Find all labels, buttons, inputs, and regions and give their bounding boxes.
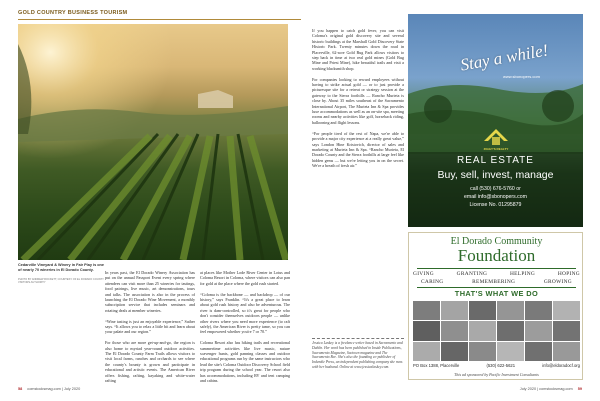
paragraph: at places like Mother Lode River Center in Lotus and Coloma Resort in Coloma, where visitors can also pan for gold at the place where the gold rush started. xyxy=(200,270,290,286)
photo-caption: Cedarville Vineyard & Winery in Fair Play is one of nearly 70 wineries in El Dorado County. xyxy=(18,263,104,272)
paragraph: “Coloma is the backbone — and backdrop — of our history,” says Franklin. “It's a great place to learn about gold rush history and also be adventurous. The river is dam-controlled, so it's great for people who don't consider themselves outdoors people — unlike other rivers where you need more experience (to raft safely), the American River is pretty tame, so you can feel empowered whether you're 7 or 70.” xyxy=(200,291,290,335)
foundation-address: PO Box 1388, Placerville xyxy=(413,363,460,368)
paragraph: “For people tired of the rest of Napa, we're able to provide a major city experience at a really great value,” says London Hine Kristovich, director of sales and marketing at Murieta Inn & Spa. “Rancho Murieta, El Dorado County and the Sierra foothills at large feel like hidden gems — but we're letting you in on the secret. We're a breath of fresh air.” xyxy=(312,130,404,169)
photo-tile xyxy=(525,342,552,361)
realty-logo-icon xyxy=(466,127,526,147)
foundation-word: HOPING xyxy=(557,271,580,277)
foundation-name-line1: El Dorado Community xyxy=(450,236,543,247)
foundation-name-line2: Foundation xyxy=(457,246,536,265)
ad-tagline: Stay a while! xyxy=(458,40,550,75)
foundation-headline: THAT'S WHAT WE DO xyxy=(454,289,539,298)
footer-left xyxy=(18,387,80,391)
photo-tile xyxy=(413,342,440,361)
photo-tile xyxy=(413,301,440,320)
photo-tile xyxy=(469,321,496,340)
footer-right-text: July 2020 | comstocksmag.com xyxy=(519,387,573,391)
photo-tile xyxy=(553,301,580,320)
photo-tile xyxy=(497,342,524,361)
bio-divider xyxy=(312,338,404,339)
photo-tile xyxy=(441,342,468,361)
foundation-word: CARING xyxy=(421,279,444,285)
vineyard-illustration xyxy=(18,24,288,260)
paragraph: For companies looking to reward employees without having to strike actual gold — or to just provide a picturesque site for a retreat or strategy session at the gateway to the Sierra foothills — Rancho Murieta is close by. About 35 miles southeast of the Sacramento International Airport, The Murieta Inn & Spa provides luxe accommodations as well as an on-site spa, meeting rooms and nearby activities like golf, horseback riding, ballooning and flight lessons. xyxy=(312,76,404,125)
foundation-photo-grid xyxy=(413,301,580,361)
paragraph: If you happen to catch gold fever, you can visit Coloma's original gold discovery site and several historic buildings at the Marshall Gold Discovery State Historic Park. Twenty minutes down the road in Placerville, 62-acre Gold Bug Park allows visitors to step back in time at two real gold mines (Gold Bug Mine and Priest Mine), hike beautiful trails and visit a working blacksmith shop. xyxy=(312,28,404,71)
real-estate-ad[interactable] xyxy=(408,14,583,227)
paragraph: “Wine tasting is just an enjoyable experience,” Sather says. “It allows you to relax a little bit and learn about your palate and our region.” xyxy=(105,318,195,335)
photo-credit: PHOTO BY ANDREW ROCKETT, COURTESY OF EL DORADO COUNTY VISITORS AUTHORITY xyxy=(18,278,104,284)
foundation-sponsor-line: This ad sponsored by Pacific Investment Consultants xyxy=(454,372,539,377)
ad-phone[interactable]: call (530) 676-5760 or xyxy=(470,186,521,192)
author-bio: Jessica Laskey is a freelance writer based in Sacramento and Dublin. Her work has been published in Inside Publications, Sacramento Magazine, Sactown magazine and The Sacramento Bee. She's also the founding co-publisher of Indendie Press, an independent publishing company she runs with her husband. Online at www.jessicalaskey.com. xyxy=(312,341,403,369)
paragraph: In years past, the El Dorado Winery Association has put on the annual Passport Event every spring where attendees can visit more than 25 wineries for tastings, food pairings, live music, art demonstrations, tours and talks. The association is also in the process of launching the El Dorado Wine Movement, a monthly subscription service that includes seminars and rotating deals at member wineries. xyxy=(105,270,195,313)
footer-right xyxy=(520,387,582,391)
foundation-word: GIVING xyxy=(413,271,434,277)
foundation-ad[interactable] xyxy=(408,232,583,380)
photo-tile xyxy=(553,321,580,340)
section-header: GOLD COUNTRY BUSINESS TOURISM xyxy=(18,10,128,16)
page-number-right: 59 xyxy=(577,387,582,391)
foundation-rule-bottom xyxy=(417,287,576,288)
article-column-1 xyxy=(105,270,195,389)
foundation-contact xyxy=(413,363,580,368)
photo-tile xyxy=(441,321,468,340)
foundation-word: HELPING xyxy=(509,271,536,277)
realty-logo-text: ZIGGY'S REALTY xyxy=(483,147,509,151)
photo-tile xyxy=(497,301,524,320)
foundation-rule-top xyxy=(417,268,576,269)
ad-email[interactable]: email info@sbonopers.com xyxy=(464,194,527,200)
foundation-word: GROWING xyxy=(543,279,572,285)
foundation-web[interactable]: info@eldoradocf.org xyxy=(542,363,580,368)
footer-left-text: comstocksmag.com | July 2020 xyxy=(27,387,81,391)
ad-title: REAL ESTATE xyxy=(457,155,534,166)
photo-tile xyxy=(553,342,580,361)
foundation-words-row1 xyxy=(413,271,580,277)
paragraph: Coloma Resort also has hiking trails and recreational summertime activities like live music, nature scavenger hunts, gold panning classes and outdoor educational programs run by the same instructors who lead the site's Coloma Outdoor Discovery School field trip program during the school year. The resort also has accommodations, including RV and tent camping and cabins. xyxy=(200,340,290,384)
page-number-left: 58 xyxy=(18,387,23,391)
ad-slogan: Buy, sell, invest, manage xyxy=(437,169,554,181)
header-rule xyxy=(18,19,301,20)
vineyard-photo xyxy=(18,24,288,260)
foundation-words-row2 xyxy=(421,279,572,285)
foundation-word: GRANTING xyxy=(456,271,488,277)
photo-tile xyxy=(413,321,440,340)
photo-tile xyxy=(525,321,552,340)
article-column-3 xyxy=(312,28,404,174)
photo-tile xyxy=(469,342,496,361)
photo-tile xyxy=(525,301,552,320)
ad-license: License No. 01295879 xyxy=(469,202,522,208)
foundation-phone[interactable]: (530) 622-5621 xyxy=(486,363,516,368)
foundation-word: REMEMBERING xyxy=(472,279,516,285)
photo-tile xyxy=(441,301,468,320)
photo-tile xyxy=(469,301,496,320)
photo-tile xyxy=(497,321,524,340)
paragraph: For those who are more get-up-and-go, the region is also home to myriad year-round outdoor activities. The El Dorado County Farm Trails allows visitors to visit local farms, ranches and orchards to see where the county's bounty is grown and participate in educational and artistic events. The American River offers fishing, rafting, kayaking and white-water rafting xyxy=(105,340,195,384)
ad-website[interactable]: www.sbonopers.com xyxy=(503,74,540,79)
article-column-2 xyxy=(200,270,290,389)
